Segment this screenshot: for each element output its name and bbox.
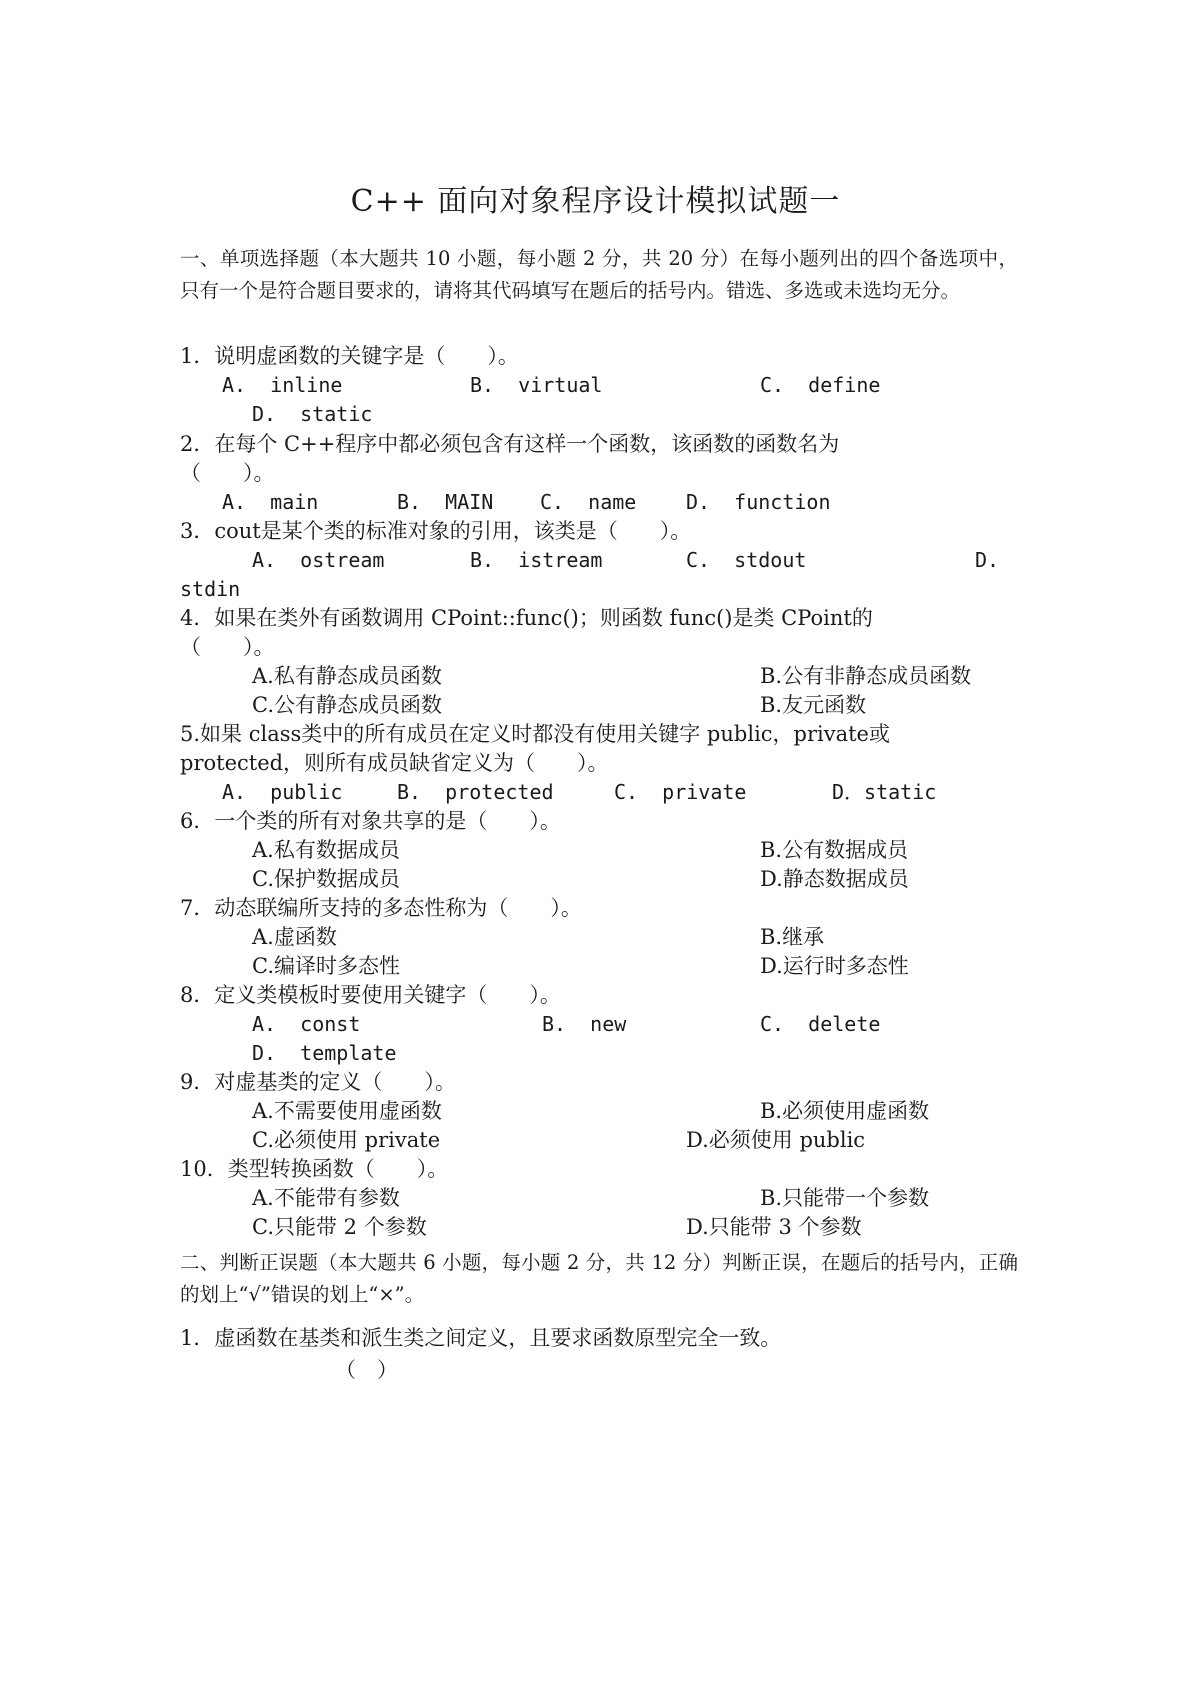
page-title: C++ 面向对象程序设计模拟试题一	[350, 184, 841, 219]
section1-heading: 一、单项选择题（本大题共 10 小题，每小题 2 分，共 20 分）在每小题列出的四个备选项中，只有一个是符合题目要求的，请将其代码填写在题后的括号内。错选、多选或未选均无分。	[180, 247, 1018, 302]
q1-option-c: C. define	[760, 373, 881, 397]
q3-option-d: D.	[975, 548, 1000, 572]
q2-option-b: B. MAIN	[397, 490, 494, 514]
q7-stem: 7．动态联编所支持的多态性称为（ ）。	[180, 896, 582, 920]
q2-stem: 2．在每个 C++程序中都必须包含有这样一个函数，该函数的函数名为	[180, 432, 840, 456]
q8-option-d: D. template	[252, 1041, 397, 1065]
q7-option-d: D.运行时多态性	[760, 954, 909, 978]
q3-option-b: B. istream	[470, 548, 603, 572]
q8-option-a: A. const	[252, 1012, 361, 1036]
q3-option-c: C. stdout	[686, 548, 807, 572]
q2-option-d: D. function	[686, 490, 831, 514]
s2-q1-blank: （ ）	[335, 1358, 398, 1382]
q3-option-a: A. ostream	[252, 548, 385, 572]
q4-stem: 4．如果在类外有函数调用 CPoint::func()；则函数 func()是类 CPoint的	[180, 606, 873, 630]
q5-option-c: C. private	[614, 780, 747, 804]
q10-option-c: C.只能带 2 个参数	[252, 1215, 427, 1239]
q10-stem: 10．类型转换函数（ ）。	[180, 1157, 449, 1181]
q8-option-b: B. new	[542, 1012, 627, 1036]
q9-stem: 9．对虚基类的定义（ ）。	[180, 1070, 456, 1094]
q8-stem: 8．定义类模板时要使用关键字（ ）。	[180, 983, 561, 1007]
q7-option-c: C.编译时多态性	[252, 954, 400, 978]
q6-stem: 6．一个类的所有对象共享的是（ ）。	[180, 809, 561, 833]
q9-option-a: A.不需要使用虚函数	[252, 1099, 442, 1123]
s2-q1-stem: 1．虚函数在基类和派生类之间定义，且要求函数原型完全一致。	[180, 1326, 782, 1350]
q3-stem: 3．cout是某个类的标准对象的引用，该类是（ ）。	[180, 519, 692, 543]
q1-stem: 1．说明虚函数的关键字是（ ）。	[180, 344, 519, 368]
q3-option-d-cont: stdin	[180, 577, 241, 601]
q9-option-b: B.必须使用虚函数	[760, 1099, 930, 1123]
q1-option-d: D. static	[252, 402, 373, 426]
q8-option-c: C. delete	[760, 1012, 881, 1036]
q5-option-d: D．static	[832, 780, 937, 804]
q5-option-a: A. public	[222, 780, 343, 804]
q5-stem: 5.如果 class类中的所有成员在定义时都没有使用关键字 public，private或	[180, 722, 890, 746]
q5-option-b: B. protected	[397, 780, 554, 804]
q6-option-d: D.静态数据成员	[760, 867, 909, 891]
q4-option-c: C.公有静态成员函数	[252, 693, 442, 717]
q5-stem-cont: protected，则所有成员缺省定义为（ ）。	[180, 751, 609, 775]
q4-option-a: A.私有静态成员函数	[252, 664, 442, 688]
q2-option-c: C. name	[540, 490, 637, 514]
q7-option-b: B.继承	[760, 925, 825, 949]
q6-option-a: A.私有数据成员	[252, 838, 400, 862]
q10-option-b: B.只能带一个参数	[760, 1186, 930, 1210]
q1-option-a: A. inline	[222, 373, 343, 397]
q4-option-b: B.公有非静态成员函数	[760, 664, 972, 688]
q6-option-b: B.公有数据成员	[760, 838, 909, 862]
q10-option-d: D.只能带 3 个参数	[686, 1215, 862, 1239]
q4-stem-cont: （ ）。	[180, 635, 275, 659]
q2-stem-cont: （ ）。	[180, 461, 275, 485]
q7-option-a: A.虚函数	[252, 925, 337, 949]
q2-option-a: A. main	[222, 490, 319, 514]
q6-option-c: C.保护数据成员	[252, 867, 400, 891]
q9-option-d: D.必须使用 public	[686, 1128, 866, 1152]
section2-heading: 二、判断正误题（本大题共 6 小题，每小题 2 分，共 12 分）判断正误，在题后的括号内，正确的划上“√”错误的划上“×”。	[180, 1251, 1018, 1306]
q1-option-b: B. virtual	[470, 373, 603, 397]
q10-option-a: A.不能带有参数	[252, 1186, 400, 1210]
q4-option-d: B.友元函数	[760, 693, 867, 717]
q9-option-c: C.必须使用 private	[252, 1128, 441, 1152]
